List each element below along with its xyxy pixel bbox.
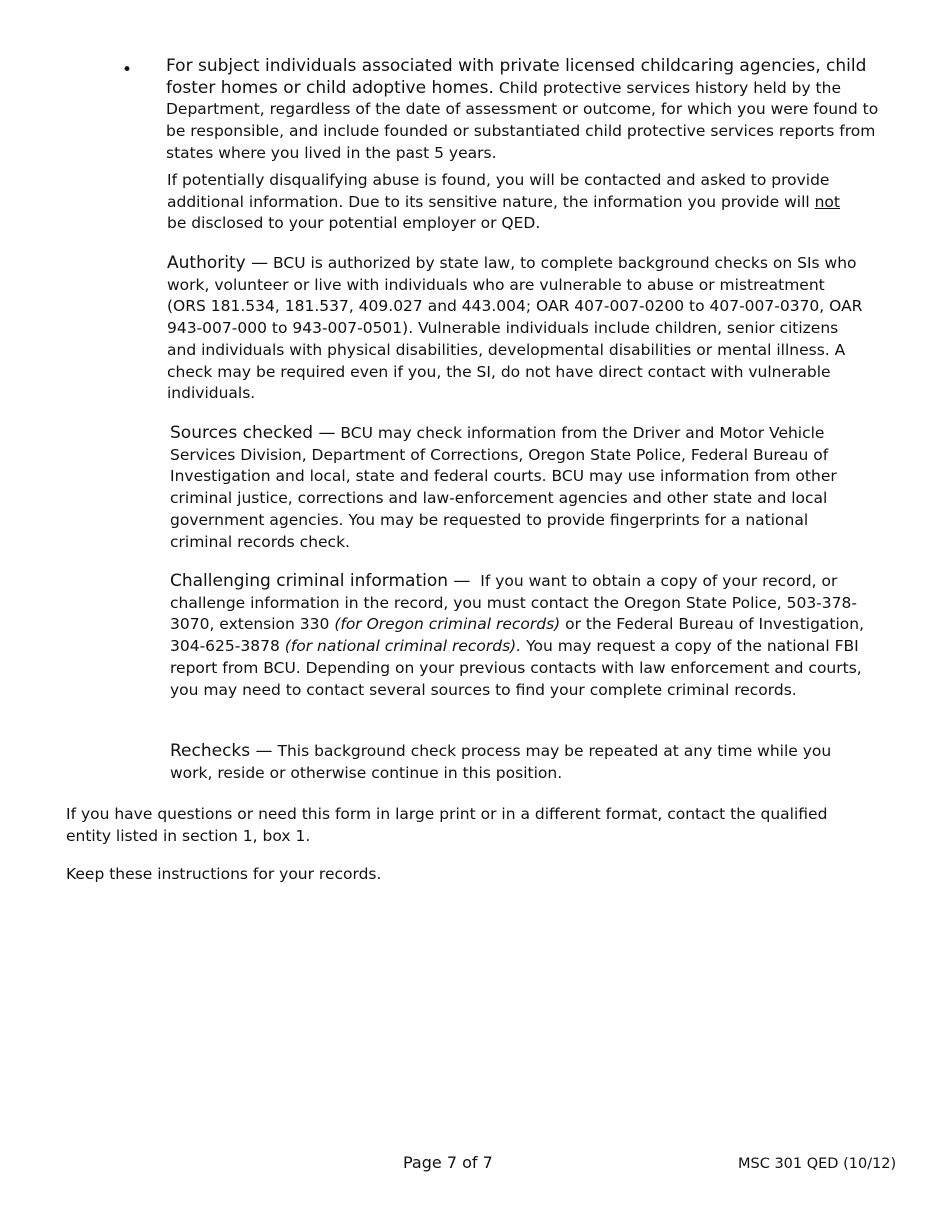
sources-heading: Sources checked — <box>170 423 336 443</box>
authority-paragraph <box>167 253 867 405</box>
form-id: MSC 301 QED (10/12) <box>738 1156 897 1172</box>
cps-history-text: Child protective services history held by the Department, regardless of the date of assessment or outcome, for which you were found to be responsible, and include founded or substantiated child protective services reports from states where you lived in the past 5 years. <box>166 78 879 162</box>
challenging-paragraph <box>170 571 875 701</box>
abuse-note-paragraph <box>167 170 847 235</box>
challenging-text-1: If you want to obtain a copy of your record, or challenge information in the record, you must contact the Oregon State Police, 503-378-3070, extension 330 <box>170 572 857 634</box>
rechecks-text: This background check process may be repeated at any time while you work, reside or otherwise continue in this position. <box>170 742 832 782</box>
rechecks-paragraph <box>170 741 870 784</box>
questions-paragraph: If you have questions or need this form in large print or in a different format, contact the qualified entity listed in section 1, box 1. <box>66 805 828 845</box>
challenging-text-2: or the Federal Bureau of Investigation, 304-625-3878 <box>170 615 865 656</box>
sources-text: BCU may check information from the Driver and Motor Vehicle Services Division, Department of Corrections, Oregon State Police, Federal Bureau of Investigation and local, state and federal courts. BCU may use information from other criminal justice, corrections and law-enforcement agencies and other state and local government agencies. You may be requested to provide fingerprints for a national criminal records check. <box>170 424 837 551</box>
abuse-note-text-end: be disclosed to your potential employer or QED. <box>167 214 541 233</box>
challenging-italic-2: (for national criminal records). <box>284 637 522 656</box>
authority-heading: Authority — <box>167 253 269 273</box>
challenging-heading: Challenging criminal information — <box>170 571 471 591</box>
abuse-note-underlined: not <box>814 192 840 211</box>
cps-history-heading: For subject individuals associated with private licensed childcaring agencies, child foster homes or child adoptive homes. <box>166 56 867 98</box>
challenging-text-3: You may request a copy of the national FBI report from BCU. Depending on your previous contacts with law enforcement and courts, you may need to contact several sources to find your complete criminal records. <box>170 637 862 699</box>
cps-history-paragraph <box>166 56 896 165</box>
sources-paragraph <box>170 423 870 553</box>
challenging-italic-1: (for Oregon criminal records) <box>334 615 561 634</box>
abuse-note-text: If potentially disqualifying abuse is found, you will be contacted and asked to provide additional information. Due to its sensitive nature, the information you provide will <box>167 171 830 211</box>
authority-text: BCU is authorized by state law, to complete background checks on SIs who work, volunteer or live with individuals who are vulnerable to abuse or mistreatment (ORS 181.534, 181.537, 409.027 and 443.004; OAR 407-007-0200 to 407-007-0370, OAR 943-007-000 to 943-007-0501). Vulnerable individuals include children, senior citizens and individuals with physical disabilities, developmental disabilities or mental illness. A check may be required even if you, the SI, do not have direct contact with vulnerable individuals. <box>167 254 863 403</box>
bullet-marker: • <box>122 60 133 80</box>
keep-instructions-paragraph: Keep these instructions for your records. <box>66 865 382 883</box>
rechecks-heading: Rechecks — <box>170 741 273 761</box>
page-number: Page 7 of 7 <box>403 1153 493 1172</box>
